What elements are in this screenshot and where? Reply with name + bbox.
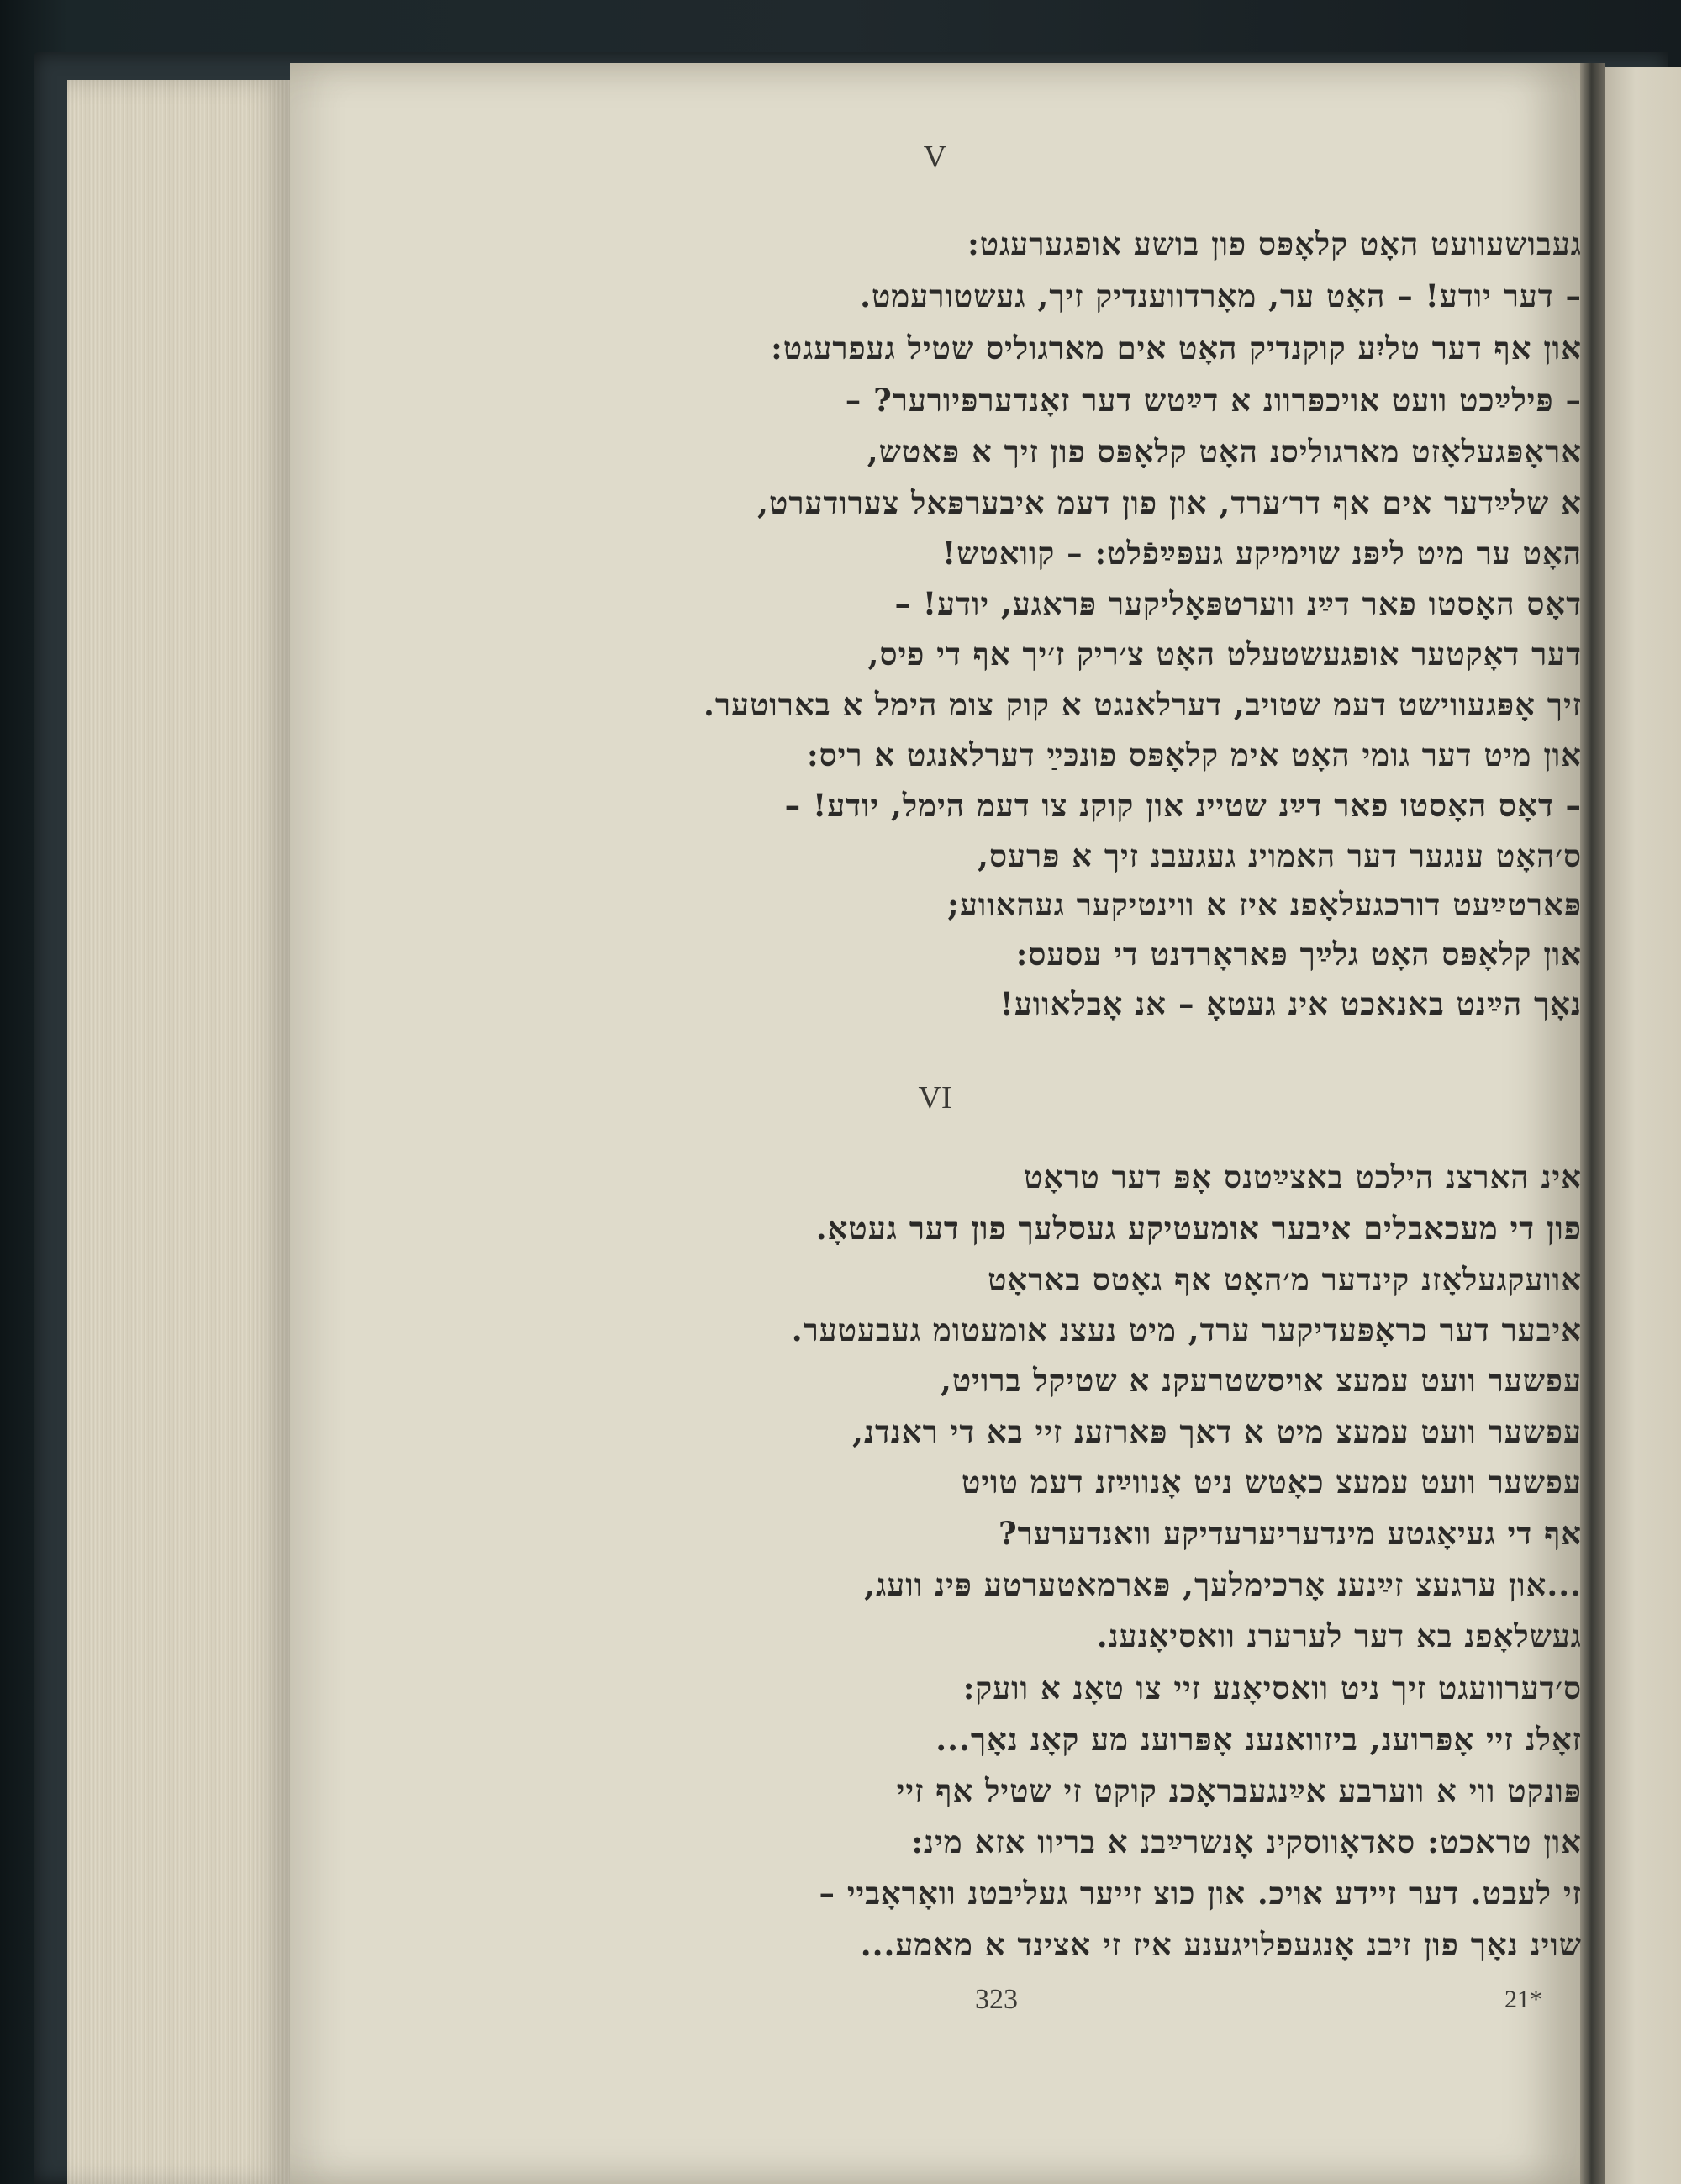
section-numeral: V: [923, 140, 947, 175]
poem-line: און טראכט: סאדאָווסקינ אָנשרײַבנ א בריוו אזא מינ:: [911, 1823, 1582, 1860]
poem-line: געשלאָפנ בא דער לערערנ וואסיאָנענ.: [1096, 1617, 1582, 1654]
poem-line: עפשער וועט עמעצ אויסשטרעקנ א שטיקל ברויט,: [940, 1362, 1582, 1399]
poem-line: עפשער וועט עמעצ כאָטש ניט אָנווײַזנ דעמ טויט: [962, 1464, 1582, 1501]
poem-line: ...און ערגעצ זײַנענ אָרכימלעך, פּארמאטערטע פּינ וועג,: [864, 1566, 1582, 1603]
poem-line: – דאָס האָסטו פאר דײַנ שטיינ און קוקנ צו דעמ הימל, יודע! –: [784, 787, 1582, 824]
poem-line: געבושעוועט האָט קלאָפּס פון בושע אופגערעגט:: [967, 225, 1582, 262]
poem-line: א שלײַדער אים אף דר׳ערד, און פון דעמ איבערפּאל צערודערט,: [757, 484, 1582, 521]
poem-line: אוועקגעלאָזנ קינדער מ׳האָט אף גאָטס באראָט: [988, 1261, 1582, 1298]
poem-line: און מיט דער גומי האָט אימ קלאָפּס פונכּײַ דערלאנגט א ריס:: [806, 736, 1582, 773]
poem-line: האָט ער מיט ליפּנ שוימיקע געפּײַפֿלט: – קוואטש!: [941, 535, 1582, 572]
poem-line: שוינ נאָך פון זיבנ אָנגעפלויגענע איז זי אצינד א מאמע...: [860, 1926, 1582, 1963]
poem-line: – פּילײַכט וועט אויכפּרוונ א דײַטש דער זאָנדערפּיורער? –: [845, 382, 1582, 419]
poem-line: ס׳האָט ענגער דער האמוינ געגעבנ זיך א פּרעס,: [978, 837, 1582, 874]
poem-line: זי לעבט. דער זיידע אויכ. און כוצ זייער געליבטנ וואָראָביי –: [819, 1875, 1582, 1912]
poem-line: זיך אָפּגעווישט דעמ שטויב, דערלאנגט א קוק צומ הימל א בארוטער.: [703, 686, 1582, 723]
poem-line: פּארטײַעט דורכגעלאָפנ איז א ווינטיקער געהאווע;: [947, 886, 1582, 923]
poem-line: און קלאָפּס האָט גלײַך פּאראָרדנט די עסעס:: [1015, 936, 1582, 973]
page-edges: [67, 80, 290, 2184]
facing-page-edge: [1605, 67, 1681, 2184]
book-gutter: [1580, 63, 1605, 2184]
section-numeral: VI: [918, 1080, 952, 1116]
poem-line: זאָלנ זיי אָפּרוענ, ביזוואנענ אָפּרוענ מע קאָנ נאָך...: [935, 1721, 1582, 1758]
poem-line: פון די מעכאבלים איבער אומעטיקע געסלעך פון דער געטאָ.: [815, 1210, 1582, 1247]
poem-line: אינ הארצנ הילכט באצײַטנס אָפּ דער טראָט: [1024, 1158, 1582, 1195]
poem-line: דאָס האָסטו פאר דײַנ ווערטפּאָליקער פּראגע, יודע! –: [894, 585, 1582, 622]
signature-mark: 21*: [1504, 1986, 1542, 2013]
poem-line: דער דאָקטער אופגעשטעלט האָט צ׳ריק ז׳יך אף די פיס,: [867, 636, 1582, 673]
poem-line: ס׳דערוועגט זיך ניט וואסיאָנע זיי צו טאָנ א וועק:: [962, 1670, 1582, 1707]
poem-line: אראָפּגעלאָזט מארגוליסנ האָט קלאָפּס פון זיך א פּאטש,: [867, 433, 1582, 470]
poem-line: עפשער וועט עמעצ מיט א דאך פּארזענ זיי בא די ראנדנ,: [852, 1413, 1582, 1450]
poem-line: אף די געיאָגטע מינדעריערעדיקע וואנדערער?: [998, 1515, 1582, 1552]
poem-line: און אף דער טליִע קוקנדיק האָט אים מארגוליס שטיל געפרעגט:: [771, 330, 1582, 367]
poem-line: פּונקט ווי א ווערבע אײַנגעבראָכנ קוקט זי שטיל אף זיי: [896, 1772, 1582, 1809]
poem-line: נאָך הײַנט באנאכט אינ געטאָ – אנ אָבלאווע!: [999, 985, 1582, 1022]
poem-line: איבער דער כראָפּעדיקער ערד, מיט נעצנ אומעטומ געבעטער.: [791, 1311, 1582, 1348]
poem-line: – דער יודע! – האָט ער, מאָרדווענדיק זיך, געשטורעמט.: [860, 277, 1582, 314]
page-number: 323: [975, 1984, 1018, 2015]
